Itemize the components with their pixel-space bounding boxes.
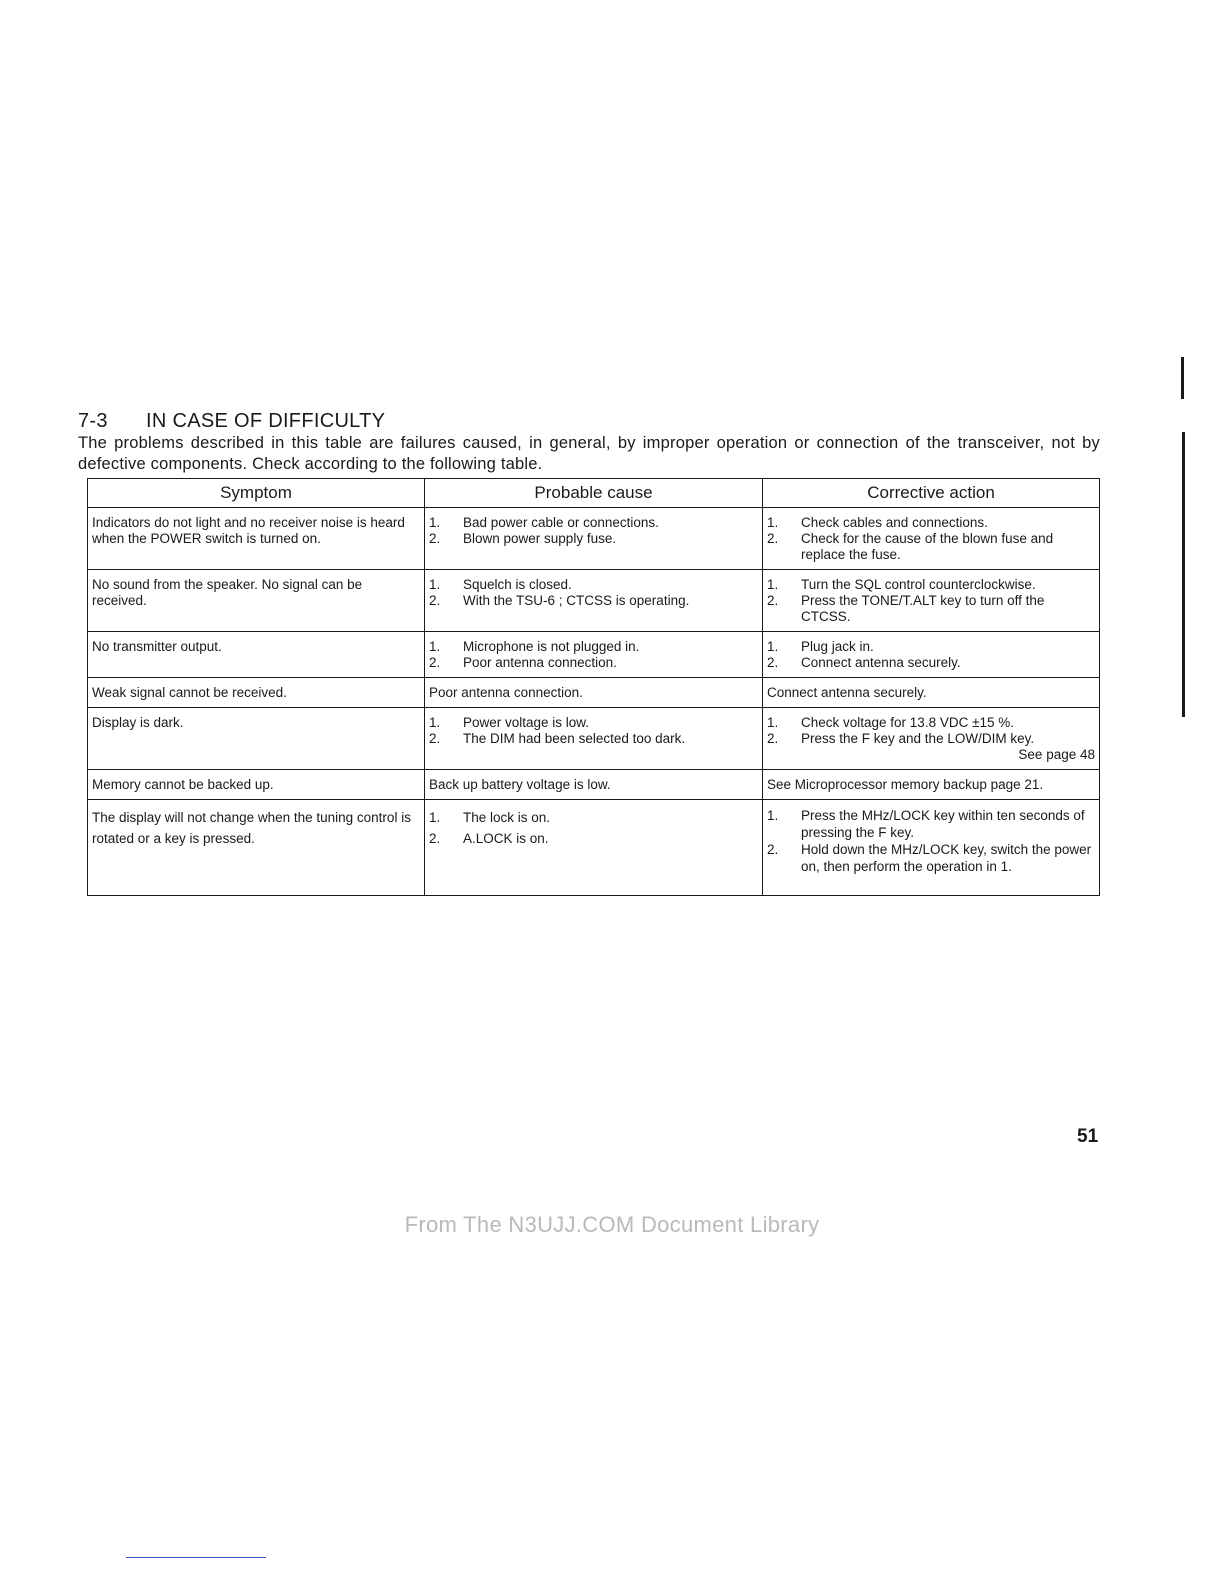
item-text: With the TSU-6 ; CTCSS is operating.: [463, 593, 690, 608]
item-text: Plug jack in.: [801, 639, 874, 654]
action-cell: Connect antenna securely.: [763, 678, 1100, 708]
action-cell: See Microprocessor memory backup page 21.: [763, 770, 1100, 800]
item-number: 2.: [429, 731, 441, 746]
item-text: Check cables and connections.: [801, 515, 988, 530]
item-number: 2.: [767, 593, 779, 608]
cause-cell: [425, 800, 763, 896]
cause-cell: [425, 632, 763, 678]
section-number: 7-3: [78, 410, 108, 432]
item-number: 1.: [429, 577, 441, 592]
item-text: Squelch is closed.: [463, 577, 572, 592]
list-item: [429, 593, 758, 609]
item-text: Connect antenna securely.: [801, 655, 961, 670]
cause-cell: Back up battery voltage is low.: [425, 770, 763, 800]
list-item: [429, 715, 758, 731]
item-number: 2.: [767, 731, 779, 746]
header-corrective-action: Corrective action: [763, 479, 1100, 508]
item-number: 1.: [767, 808, 779, 823]
item-text: Check voltage for 13.8 VDC ±15 %.: [801, 715, 1015, 730]
action-cell: [763, 800, 1100, 896]
item-text: Hold down the MHz/LOCK key, switch the power on, then perform the operation in 1.: [801, 842, 1092, 874]
cause-cell: Poor antenna connection.: [425, 678, 763, 708]
item-text: Check for the cause of the blown fuse and replace the fuse.: [801, 531, 1054, 562]
page-number: 51: [1077, 1126, 1099, 1147]
item-text: Turn the SQL control counterclockwise.: [801, 577, 1036, 592]
list-item: [429, 515, 758, 531]
cause-cell: [425, 708, 763, 770]
action-cell: [763, 508, 1100, 570]
item-text: The lock is on.: [463, 810, 551, 825]
symptom-cell: Weak signal cannot be received.: [88, 678, 425, 708]
list-item: [429, 731, 758, 747]
item-number: 1.: [767, 577, 779, 592]
list-item: [767, 515, 1095, 531]
item-number: 1.: [767, 515, 779, 530]
item-text: Power voltage is low.: [463, 715, 590, 730]
item-text: Press the MHz/LOCK key within ten seconds of pressing the F key.: [801, 808, 1085, 840]
list-item: [429, 807, 758, 828]
item-text: A.LOCK is on.: [463, 831, 549, 846]
item-number: 1.: [429, 639, 441, 654]
intro-paragraph: The problems described in this table are failures caused, in general, by improper operation or connection of the transceiver, not by defective components. Check according to the following table.: [78, 434, 1100, 473]
list-item: [429, 828, 758, 849]
table-row: [88, 570, 1100, 632]
list-item: [429, 655, 758, 671]
list-item: [767, 841, 1095, 875]
item-number: 2.: [767, 655, 779, 670]
table-row: [88, 508, 1100, 570]
action-cell: [763, 708, 1100, 770]
item-number: 2.: [429, 531, 441, 546]
symptom-cell: The display will not change when the tuning control is rotated or a key is pressed.: [88, 800, 425, 896]
symptom-cell: No sound from the speaker. No signal can be received.: [88, 570, 425, 632]
item-number: 2.: [429, 655, 441, 670]
troubleshooting-table: [87, 478, 1100, 896]
item-text: Poor antenna connection.: [463, 655, 617, 670]
scan-artifact-line: [126, 1557, 266, 1558]
list-item: [429, 531, 758, 547]
table-row: [88, 708, 1100, 770]
item-number: 1.: [429, 810, 441, 825]
item-text: Blown power supply fuse.: [463, 531, 617, 546]
item-text: The DIM had been selected too dark.: [463, 731, 686, 746]
action-cell: [763, 632, 1100, 678]
item-number: 2.: [429, 831, 441, 846]
symptom-cell: Indicators do not light and no receiver noise is heard when the POWER switch is turned on.: [88, 508, 425, 570]
symptom-cell: Memory cannot be backed up.: [88, 770, 425, 800]
list-item: [767, 639, 1095, 655]
item-number: 1.: [429, 715, 441, 730]
item-text: Press the TONE/T.ALT key to turn off the CTCSS.: [801, 593, 1045, 624]
table-row: [88, 800, 1100, 896]
table-row: [88, 632, 1100, 678]
item-number: 1.: [429, 515, 441, 530]
header-symptom: Symptom: [88, 479, 425, 508]
item-number: 1.: [767, 639, 779, 654]
item-text: Microphone is not plugged in.: [463, 639, 640, 654]
cause-cell: [425, 508, 763, 570]
item-number: 2.: [429, 593, 441, 608]
cause-cell: [425, 570, 763, 632]
header-probable-cause: Probable cause: [425, 479, 763, 508]
library-footer: From The N3UJJ.COM Document Library: [404, 1212, 820, 1237]
table-row: [88, 770, 1100, 800]
list-item: [767, 807, 1095, 841]
item-number: 1.: [767, 715, 779, 730]
symptom-cell: Display is dark.: [88, 708, 425, 770]
item-number: 2.: [767, 531, 779, 546]
page-reference: See page 48: [1018, 747, 1095, 762]
table-row: [88, 678, 1100, 708]
table-header-row: [88, 479, 1100, 508]
scan-edge-mark: [1181, 357, 1184, 399]
item-number: 2.: [767, 842, 779, 857]
item-text: Press the F key and the LOW/DIM key.: [801, 731, 1035, 746]
list-item: [429, 639, 758, 655]
list-item: [767, 577, 1095, 593]
list-item: [767, 531, 1095, 563]
action-cell: [763, 570, 1100, 632]
list-item: [429, 577, 758, 593]
section-heading: [78, 410, 385, 433]
section-title: IN CASE OF DIFFICULTY: [146, 410, 386, 432]
item-text: Bad power cable or connections.: [463, 515, 659, 530]
list-item: [767, 731, 1095, 747]
list-item: [767, 593, 1095, 625]
symptom-cell: No transmitter output.: [88, 632, 425, 678]
scan-edge-mark: [1182, 432, 1185, 717]
list-item: [767, 655, 1095, 671]
list-item: [767, 715, 1095, 731]
